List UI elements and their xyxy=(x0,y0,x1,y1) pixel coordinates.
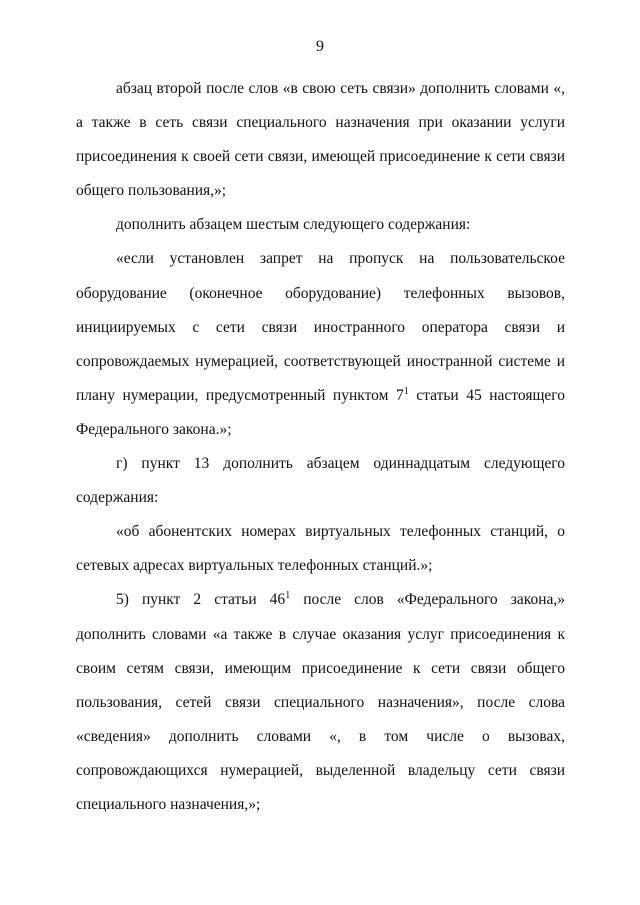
paragraph-virtual-stations: «об абонентских номерах виртуальных телефонных станций, о сетевых адресах виртуальных телефонных станций.»; xyxy=(76,523,565,575)
superscript: 1 xyxy=(403,385,409,397)
paragraph-ban-foreign-calls xyxy=(76,242,565,447)
paragraph-text-part: «если установлен запрет на пропуск на пользовательское оборудование (оконечное оборудование) телефонных вызовов, инициируемых с сети связи иностранного оператора связи и сопровождаемых нумерацией, соответствующей иностранной системе и плану нумерации, предусмотренный пунктом 7 xyxy=(76,250,565,404)
paragraph-item-5 xyxy=(76,583,565,822)
paragraph-add-abzac-sixth: дополнить абзацем шестым следующего содержания: xyxy=(116,216,471,234)
document-body xyxy=(76,72,565,822)
paragraph-item-g: г) пункт 13 дополнить абзацем одиннадцатым следующего содержания: xyxy=(76,455,565,507)
paragraph-text-part: 5) пункт 2 статьи 46 xyxy=(116,591,286,609)
superscript: 1 xyxy=(285,590,291,602)
page-number: 9 xyxy=(316,38,324,55)
paragraph-amendment-abzac-second: абзац второй после слов «в свою сеть связи» дополнить словами «, а также в сеть связи специального назначения при оказании услуги присоединения к своей сети связи, имеющей присоединение к сети связи общего пользования,»; xyxy=(76,80,565,200)
paragraph-text-part: после слов «Федерального закона,» дополнить словами «а также в случае оказания услуг присоединения к своим сетям связи, имеющим присоединение к сети связи общего пользования, сетей связи специального назначения», после слова «сведения» дополнить словами «, в том числе о вызовах, сопровождающихся нумерацией, выделенной владельцу сети связи специального назначения,»; xyxy=(76,591,565,813)
paragraph-text-part: статьи 45 настоящего Федерального закона.»; xyxy=(76,386,566,438)
